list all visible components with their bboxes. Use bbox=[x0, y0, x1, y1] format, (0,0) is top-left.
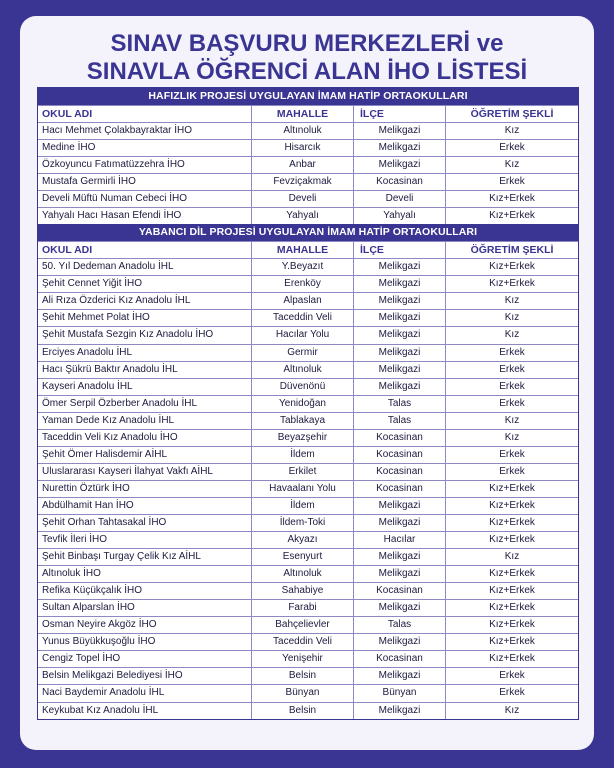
column-header-row bbox=[38, 105, 578, 122]
column-header-district: İLÇE bbox=[353, 242, 445, 258]
cell-school-name: Medine İHO bbox=[42, 142, 96, 154]
table-row bbox=[38, 258, 578, 275]
table-row bbox=[38, 514, 578, 531]
table-row bbox=[38, 292, 578, 309]
cell-neighborhood: Altınoluk bbox=[251, 123, 353, 139]
cell-district: Melikgazi bbox=[353, 634, 445, 650]
cell-education-type: Erkek bbox=[445, 464, 578, 480]
cell-school-name: Ali Rıza Özderici Kız Anadolu İHL bbox=[42, 295, 191, 307]
cell-district: Melikgazi bbox=[353, 327, 445, 343]
cell-district: Melikgazi bbox=[353, 498, 445, 514]
table-row bbox=[38, 565, 578, 582]
table-row bbox=[38, 446, 578, 463]
cell-education-type: Kız bbox=[445, 430, 578, 446]
cell-district: Melikgazi bbox=[353, 703, 445, 719]
cell-education-type: Kız+Erkek bbox=[445, 498, 578, 514]
column-header-neighborhood: MAHALLE bbox=[251, 242, 353, 258]
table-row bbox=[38, 582, 578, 599]
table-row bbox=[38, 650, 578, 667]
column-header-school-name: OKUL ADI bbox=[42, 244, 93, 257]
cell-district: Kocasinan bbox=[353, 481, 445, 497]
table-row bbox=[38, 633, 578, 650]
section-heading: HAFIZLIK PROJESİ UYGULAYAN İMAM HATİP ORTAOKULLARI bbox=[38, 88, 578, 105]
cell-school-name: Erciyes Anadolu İHL bbox=[42, 346, 133, 358]
table-row bbox=[38, 412, 578, 429]
cell-neighborhood: Farabi bbox=[251, 600, 353, 616]
title-line-2: SINAVLA ÖĞRENCİ ALAN İHO LİSTESİ bbox=[86, 58, 528, 85]
cell-neighborhood: Alpaslan bbox=[251, 293, 353, 309]
cell-education-type: Erkek bbox=[445, 685, 578, 701]
cell-neighborhood: Taceddin Veli bbox=[251, 310, 353, 326]
cell-education-type: Kız bbox=[445, 157, 578, 173]
column-header-education-type: ÖĞRETİM ŞEKLİ bbox=[445, 242, 578, 258]
cell-school-name: Belsin Melikgazi Belediyesi İHO bbox=[42, 670, 183, 682]
table-row bbox=[38, 548, 578, 565]
cell-education-type: Kız bbox=[445, 310, 578, 326]
cell-education-type: Kız+Erkek bbox=[445, 515, 578, 531]
cell-school-name: Refika Küçükçalık İHO bbox=[42, 585, 143, 597]
cell-school-name: Hacı Mehmet Çolakbayraktar İHO bbox=[42, 125, 193, 136]
cell-neighborhood: Beyazşehir bbox=[251, 430, 353, 446]
cell-neighborhood: Esenyurt bbox=[251, 549, 353, 565]
cell-neighborhood: Tablakaya bbox=[251, 413, 353, 429]
cell-school-name: Şehit Mustafa Sezgin Kız Anadolu İHO bbox=[42, 329, 214, 341]
cell-district: Melikgazi bbox=[353, 123, 445, 139]
cell-education-type: Erkek bbox=[445, 396, 578, 412]
cell-neighborhood: Erenköy bbox=[251, 276, 353, 292]
table-row bbox=[38, 139, 578, 156]
cell-school-name: Nurettin Öztürk İHO bbox=[42, 482, 130, 494]
column-header-education-type: ÖĞRETİM ŞEKLİ bbox=[445, 106, 578, 122]
cell-neighborhood: Anbar bbox=[251, 157, 353, 173]
table-row bbox=[38, 616, 578, 633]
cell-education-type: Kız+Erkek bbox=[445, 583, 578, 599]
cell-education-type: Kız+Erkek bbox=[445, 276, 578, 292]
table-row bbox=[38, 463, 578, 480]
cell-neighborhood: Erkilet bbox=[251, 464, 353, 480]
cell-education-type: Kız+Erkek bbox=[445, 191, 578, 207]
cell-school-name: Şehit Ömer Halisdemir AİHL bbox=[42, 448, 168, 460]
cell-education-type: Kız+Erkek bbox=[445, 651, 578, 667]
cell-district: Melikgazi bbox=[353, 549, 445, 565]
cell-education-type: Kız bbox=[445, 293, 578, 309]
cell-education-type: Erkek bbox=[445, 345, 578, 361]
table-row bbox=[38, 531, 578, 548]
cell-school-name: Yaman Dede Kız Anadolu İHL bbox=[42, 414, 175, 426]
cell-neighborhood: Y.Beyazıt bbox=[251, 259, 353, 275]
cell-district: Kocasinan bbox=[353, 430, 445, 446]
cell-district: Melikgazi bbox=[353, 379, 445, 395]
cell-education-type: Kız+Erkek bbox=[445, 481, 578, 497]
cell-district: Melikgazi bbox=[353, 140, 445, 156]
cell-neighborhood: İldem bbox=[251, 498, 353, 514]
cell-neighborhood: Fevziçakmak bbox=[251, 174, 353, 190]
table-row bbox=[38, 395, 578, 412]
cell-neighborhood: İldem-Toki bbox=[251, 515, 353, 531]
cell-education-type: Kız+Erkek bbox=[445, 600, 578, 616]
cell-school-name: Osman Neyire Akgöz İHO bbox=[42, 619, 157, 631]
cell-school-name: Kayseri Anadolu İHL bbox=[42, 380, 133, 392]
cell-neighborhood: Akyazı bbox=[251, 532, 353, 548]
cell-education-type: Kız bbox=[445, 327, 578, 343]
cell-neighborhood: Yahyalı bbox=[251, 208, 353, 224]
cell-neighborhood: Germir bbox=[251, 345, 353, 361]
cell-district: Melikgazi bbox=[353, 293, 445, 309]
cell-school-name: Yahyalı Hacı Hasan Efendi İHO bbox=[42, 210, 182, 222]
cell-district: Melikgazi bbox=[353, 276, 445, 292]
cell-school-name: Ömer Serpil Özberber Anadolu İHL bbox=[42, 397, 198, 409]
cell-education-type: Kız+Erkek bbox=[445, 617, 578, 633]
table-row bbox=[38, 480, 578, 497]
table-row bbox=[38, 275, 578, 292]
cell-neighborhood: Belsin bbox=[251, 703, 353, 719]
cell-education-type: Kız+Erkek bbox=[445, 259, 578, 275]
table-row bbox=[38, 156, 578, 173]
cell-school-name: Şehit Mehmet Polat İHO bbox=[42, 312, 150, 324]
cell-district: Yahyalı bbox=[353, 208, 445, 224]
cell-district: Talas bbox=[353, 617, 445, 633]
cell-neighborhood: İldem bbox=[251, 447, 353, 463]
table-row bbox=[38, 309, 578, 326]
cell-neighborhood: Altınoluk bbox=[251, 566, 353, 582]
cell-district: Melikgazi bbox=[353, 362, 445, 378]
cell-neighborhood: Bünyan bbox=[251, 685, 353, 701]
table-row bbox=[38, 378, 578, 395]
table-row bbox=[38, 190, 578, 207]
table-row bbox=[38, 429, 578, 446]
cell-education-type: Erkek bbox=[445, 668, 578, 684]
cell-school-name: Naci Baydemir Anadolu İHL bbox=[42, 687, 165, 699]
cell-school-name: Şehit Orhan Tahtasakal İHO bbox=[42, 516, 167, 528]
cell-education-type: Erkek bbox=[445, 379, 578, 395]
column-header-district: İLÇE bbox=[353, 106, 445, 122]
cell-education-type: Kız bbox=[445, 413, 578, 429]
cell-district: Hacılar bbox=[353, 532, 445, 548]
cell-neighborhood: Sahabiye bbox=[251, 583, 353, 599]
cell-neighborhood: Altınoluk bbox=[251, 362, 353, 378]
cell-district: Melikgazi bbox=[353, 157, 445, 173]
column-header-row bbox=[38, 241, 578, 258]
cell-neighborhood: Develi bbox=[251, 191, 353, 207]
cell-school-name: Keykubat Kız Anadolu İHL bbox=[42, 704, 159, 716]
cell-district: Melikgazi bbox=[353, 310, 445, 326]
cell-education-type: Erkek bbox=[445, 174, 578, 190]
table-row bbox=[38, 207, 578, 224]
cell-district: Melikgazi bbox=[353, 345, 445, 361]
cell-district: Melikgazi bbox=[353, 600, 445, 616]
cell-neighborhood: Belsin bbox=[251, 668, 353, 684]
table-row bbox=[38, 497, 578, 514]
cell-neighborhood: Hisarcık bbox=[251, 140, 353, 156]
cell-education-type: Kız+Erkek bbox=[445, 634, 578, 650]
cell-education-type: Erkek bbox=[445, 447, 578, 463]
cell-school-name: Mustafa Germirli İHO bbox=[42, 176, 136, 188]
cell-neighborhood: Taceddin Veli bbox=[251, 634, 353, 650]
cell-education-type: Kız bbox=[445, 549, 578, 565]
cell-neighborhood: Hacılar Yolu bbox=[251, 327, 353, 343]
cell-neighborhood: Yenidoğan bbox=[251, 396, 353, 412]
cell-education-type: Kız bbox=[445, 703, 578, 719]
cell-school-name: Tevfik İleri İHO bbox=[42, 534, 108, 546]
column-header-neighborhood: MAHALLE bbox=[251, 106, 353, 122]
cell-school-name: Şehit Binbaşı Turgay Çelik Kız AİHL bbox=[42, 551, 201, 563]
cell-education-type: Erkek bbox=[445, 362, 578, 378]
table-row bbox=[38, 173, 578, 190]
cell-school-name: Cengiz Topel İHO bbox=[42, 653, 121, 665]
cell-school-name: Develi Müftü Numan Cebeci İHO bbox=[42, 193, 188, 205]
cell-district: Develi bbox=[353, 191, 445, 207]
cell-school-name: Özkoyuncu Fatımatüzzehra İHO bbox=[42, 159, 185, 171]
cell-neighborhood: Yenişehir bbox=[251, 651, 353, 667]
table-row bbox=[38, 344, 578, 361]
cell-district: Bünyan bbox=[353, 685, 445, 701]
cell-school-name: Şehit Cennet Yiğit İHO bbox=[42, 278, 143, 290]
cell-school-name: Abdülhamit Han İHO bbox=[42, 499, 134, 511]
cell-district: Kocasinan bbox=[353, 583, 445, 599]
cell-school-name: Hacı Şükrü Baktır Anadolu İHL bbox=[42, 363, 178, 375]
cell-district: Melikgazi bbox=[353, 566, 445, 582]
cell-education-type: Kız+Erkek bbox=[445, 532, 578, 548]
cell-education-type: Kız bbox=[445, 123, 578, 139]
table-row bbox=[38, 122, 578, 139]
cell-district: Kocasinan bbox=[353, 174, 445, 190]
cell-school-name: Taceddin Veli Kız Anadolu İHO bbox=[42, 431, 178, 443]
table-row bbox=[38, 667, 578, 684]
cell-district: Melikgazi bbox=[353, 668, 445, 684]
cell-school-name: 50. Yıl Dedeman Anadolu İHL bbox=[42, 261, 174, 273]
title-line-1: SINAV BAŞVURU MERKEZLERİ ve bbox=[110, 30, 504, 57]
cell-neighborhood: Bahçelievler bbox=[251, 617, 353, 633]
cell-neighborhood: Havaalanı Yolu bbox=[251, 481, 353, 497]
cell-school-name: Sultan Alparslan İHO bbox=[42, 602, 135, 614]
cell-education-type: Kız+Erkek bbox=[445, 566, 578, 582]
cell-district: Kocasinan bbox=[353, 651, 445, 667]
column-header-school-name: OKUL ADI bbox=[42, 108, 93, 120]
cell-district: Kocasinan bbox=[353, 464, 445, 480]
cell-district: Melikgazi bbox=[353, 259, 445, 275]
school-table bbox=[37, 87, 579, 720]
cell-school-name: Yunus Büyükkuşoğlu İHO bbox=[42, 636, 156, 648]
cell-district: Melikgazi bbox=[353, 515, 445, 531]
table-row bbox=[38, 702, 578, 719]
table-row bbox=[38, 599, 578, 616]
cell-neighborhood: Düvenönü bbox=[251, 379, 353, 395]
cell-district: Kocasinan bbox=[353, 447, 445, 463]
cell-district: Talas bbox=[353, 413, 445, 429]
cell-education-type: Erkek bbox=[445, 140, 578, 156]
cell-education-type: Kız+Erkek bbox=[445, 208, 578, 224]
table-row bbox=[38, 684, 578, 701]
cell-district: Talas bbox=[353, 396, 445, 412]
table-row bbox=[38, 326, 578, 343]
table-row bbox=[38, 361, 578, 378]
cell-school-name: Uluslararası Kayseri İlahyat Vakfı AİHL bbox=[42, 465, 213, 477]
section-heading: YABANCI DİL PROJESİ UYGULAYAN İMAM HATİP ORTAOKULLARI bbox=[38, 224, 578, 241]
cell-school-name: Altınoluk İHO bbox=[42, 568, 101, 580]
